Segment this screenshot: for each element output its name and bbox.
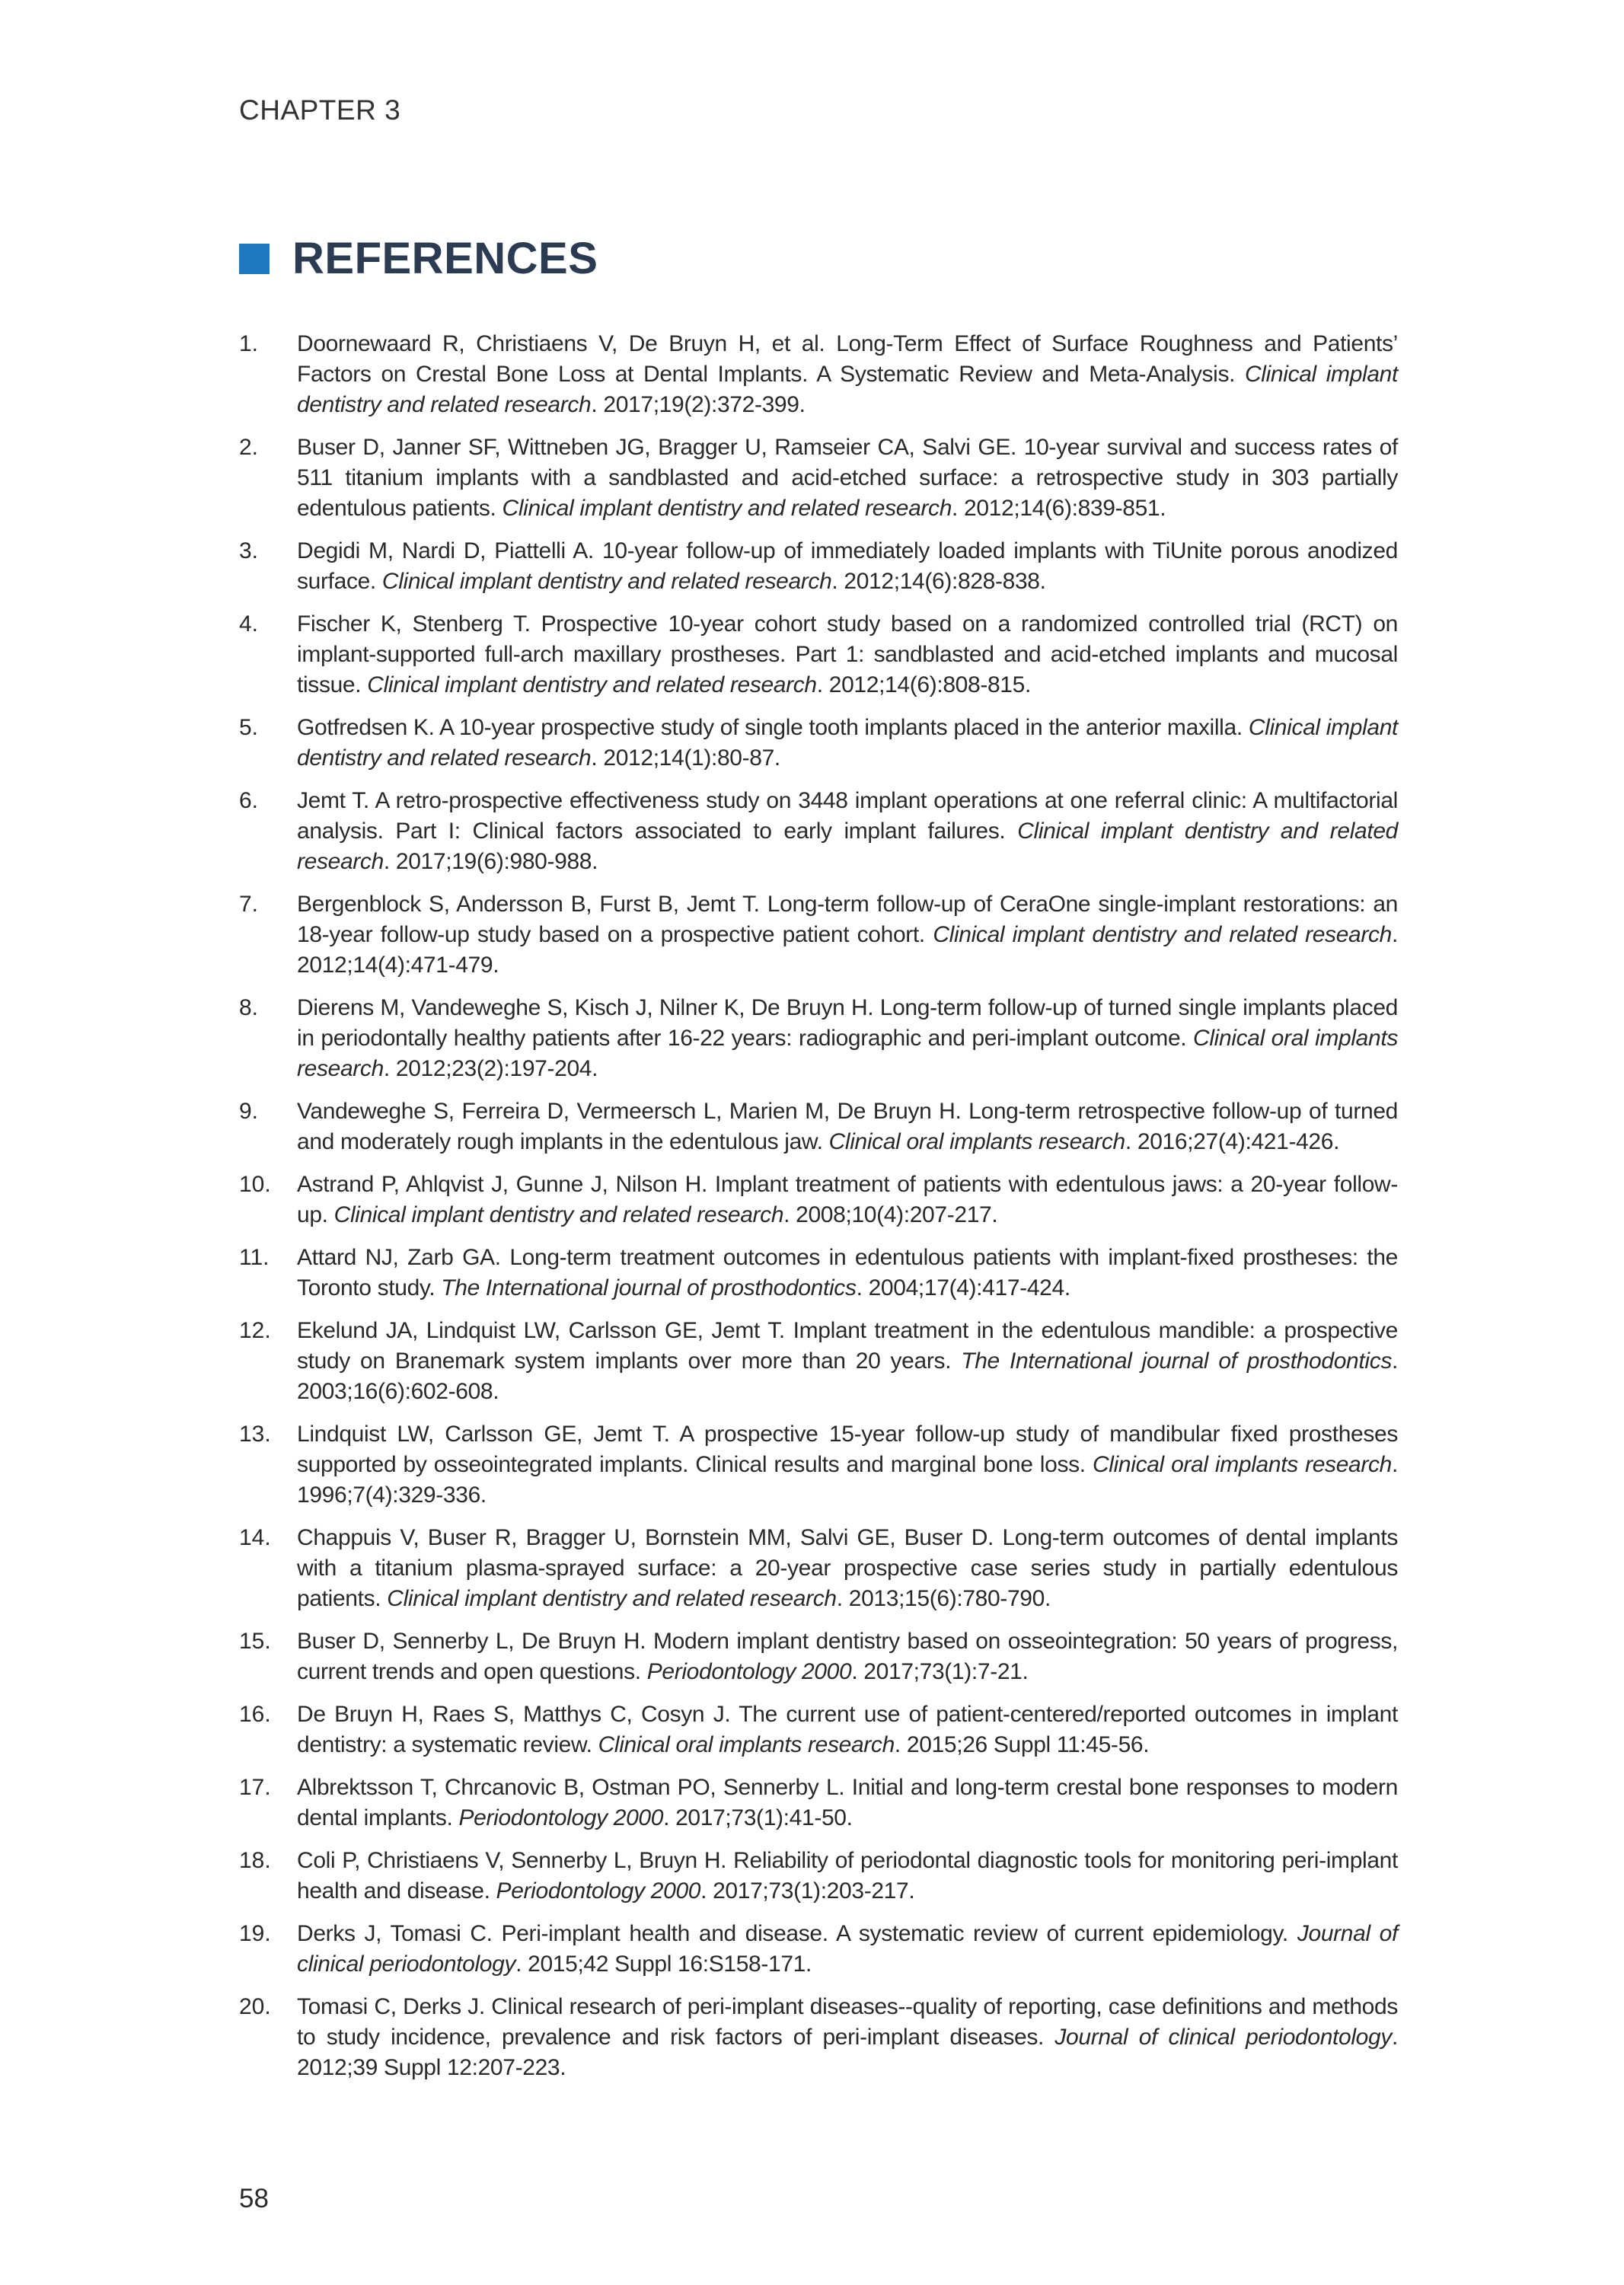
reference-journal: Clinical implant dentistry and related research [502, 496, 952, 521]
reference-authors-title: Vandeweghe S, Ferreira D, Vermeersch L, Marien M, De Bruyn H. Long-term retrospective follow-up of turned and moderately rough implants in the edentulous jaw. [297, 1099, 1398, 1154]
reference-journal: Clinical oral implants research [598, 1732, 895, 1757]
reference-authors-title: Albrektsson T, Chrcanovic B, Ostman PO, Sennerby L. Initial and long-term crestal bone responses to modern dental implants. [297, 1775, 1398, 1830]
reference-item [239, 1773, 1398, 1833]
reference-item [239, 1096, 1398, 1157]
section-title: REFERENCES [292, 234, 598, 283]
reference-citation: . 2017;73(1):7-21. [851, 1659, 1029, 1684]
reference-number: 10. [239, 1172, 271, 1197]
reference-citation: . 2012;14(1):80-87. [591, 745, 780, 771]
reference-number: 16. [239, 1702, 271, 1727]
reference-citation: . 2015;42 Suppl 16:S158-171. [515, 1952, 812, 1977]
reference-journal: Clinical implant dentistry and related research [387, 1586, 837, 1611]
reference-item [239, 1846, 1398, 1907]
heading-square-marker [239, 244, 270, 274]
reference-number: 13. [239, 1422, 271, 1447]
reference-journal: Clinical implant dentistry and related research [933, 922, 1392, 947]
chapter-label: CHAPTER 3 [239, 94, 401, 126]
reference-authors-title: Derks J, Tomasi C. Peri-implant health and disease. A systematic review of current epidemiology. [297, 1921, 1297, 1946]
reference-text [297, 713, 1398, 774]
reference-journal: Clinical implant dentistry and related research [381, 569, 832, 594]
reference-number: 19. [239, 1921, 271, 1946]
reference-item [239, 1992, 1398, 2083]
reference-citation: . 2003;16(6):602-608. [297, 1348, 1398, 1404]
reference-number: 18. [239, 1848, 271, 1873]
reference-citation: . 2017;19(6):980-988. [383, 849, 598, 874]
reference-journal: Periodontology 2000 [496, 1878, 701, 1904]
reference-text [297, 889, 1398, 981]
reference-text [297, 1773, 1398, 1833]
reference-citation: . 2012;14(6):828-838. [831, 569, 1046, 594]
reference-journal: Clinical implant dentistry and related research [297, 362, 1398, 417]
reference-authors-title: Buser D, Janner SF, Wittneben JG, Bragger U, Ramseier CA, Salvi GE. 10-year survival and success rates of 511 titanium implants with a sandblasted and acid-etched surface: a retrospective study in 303 partially edentulous patients. [297, 435, 1398, 521]
reference-authors-title: Ekelund JA, Lindquist LW, Carlsson GE, Jemt T. Implant treatment in the edentulous mandible: a prospective study on Branemark system implants over more than 20 years. [297, 1318, 1398, 1374]
reference-text [297, 432, 1398, 524]
reference-number: 15. [239, 1629, 271, 1654]
reference-item [239, 786, 1398, 877]
reference-text [297, 1699, 1398, 1760]
reference-number: 2. [239, 435, 259, 460]
reference-text [297, 786, 1398, 877]
reference-item [239, 1170, 1398, 1230]
reference-authors-title: Dierens M, Vandeweghe S, Kisch J, Nilner K, De Bruyn H. Long-term follow-up of turned single implants placed in periodontally healthy patients after 16-22 years: radiographic and peri-implant outcome. [297, 995, 1398, 1051]
reference-number: 7. [239, 892, 259, 917]
reference-text [297, 329, 1398, 420]
reference-number: 17. [239, 1775, 271, 1800]
reference-journal: Clinical oral implants research [1092, 1452, 1392, 1477]
reference-authors-title: Buser D, Sennerby L, De Bruyn H. Modern implant dentistry based on osseointegration: 50 years of progress, current trends and open questions. [297, 1629, 1398, 1684]
reference-number: 11. [239, 1245, 270, 1270]
reference-journal: Journal of clinical periodontology [1054, 2025, 1392, 2050]
reference-item [239, 1919, 1398, 1980]
reference-citation: . 2008;10(4):207-217. [783, 1202, 998, 1227]
reference-authors-title: Astrand P, Ahlqvist J, Gunne J, Nilson H. Implant treatment of patients with edentulous jaws: a 20-year follow-up. [297, 1172, 1398, 1227]
reference-authors-title: Gotfredsen K. A 10-year prospective study of single tooth implants placed in the anterior maxilla. [297, 715, 1249, 740]
reference-journal: Clinical implant dentistry and related research [297, 819, 1399, 874]
reference-text [297, 1523, 1398, 1614]
reference-authors-title: Bergenblock S, Andersson B, Furst B, Jemt T. Long-term follow-up of CeraOne single-implant restorations: an 18-year follow-up study based on a prospective patient cohort. [297, 892, 1398, 947]
reference-number: 8. [239, 995, 259, 1020]
reference-item [239, 1523, 1398, 1614]
reference-number: 12. [239, 1318, 271, 1343]
reference-number: 1. [239, 331, 259, 356]
reference-citation: . 2012;39 Suppl 12:207-223. [297, 2025, 1398, 2080]
reference-item [239, 1316, 1398, 1407]
reference-number: 14. [239, 1525, 271, 1550]
reference-authors-title: Jemt T. A retro-prospective effectiveness study on 3448 implant operations at one referral clinic: A multifactorial analysis. Part I: Clinical factors associated to early implant failures. [297, 788, 1398, 844]
reference-text [297, 1919, 1398, 1980]
reference-item [239, 1626, 1398, 1687]
reference-journal: The International journal of prosthodontics [441, 1275, 857, 1300]
reference-authors-title: Chappuis V, Buser R, Bragger U, Bornstein MM, Salvi GE, Buser D. Long-term outcomes of dental implants with a titanium plasma-sprayed surface: a 20-year prospective case series study in partially edentulous patients. [297, 1525, 1398, 1611]
reference-text [297, 1419, 1398, 1511]
reference-authors-title: Tomasi C, Derks J. Clinical research of peri-implant diseases--quality of reporting, case definitions and methods to study incidence, prevalence and risk factors of peri-implant diseases. [297, 1994, 1398, 2050]
reference-authors-title: Degidi M, Nardi D, Piattelli A. 10-year follow-up of immediately loaded implants with TiUnite porous anodized surface. [297, 538, 1398, 594]
page-number: 58 [239, 2184, 269, 2213]
reference-text [297, 1316, 1398, 1407]
reference-journal: Periodontology 2000 [646, 1659, 852, 1684]
reference-citation: . 2013;15(6):780-790. [836, 1586, 1051, 1611]
reference-text [297, 1243, 1398, 1304]
reference-number: 6. [239, 788, 259, 813]
reference-text [297, 609, 1398, 700]
reference-number: 20. [239, 1994, 271, 2019]
reference-citation: . 2012;14(6):808-815. [816, 672, 1031, 697]
reference-item [239, 1699, 1398, 1760]
reference-citation: . 2012;14(6):839-851. [952, 496, 1166, 521]
reference-text [297, 536, 1398, 597]
reference-text [297, 1992, 1398, 2083]
reference-item [239, 536, 1398, 597]
reference-authors-title: Lindquist LW, Carlsson GE, Jemt T. A prospective 15-year follow-up study of mandibular fixed prostheses supported by osseointegrated implants. Clinical results and marginal bone loss. [297, 1422, 1398, 1477]
reference-journal: Clinical implant dentistry and related research [367, 672, 817, 697]
reference-citation: . 1996;7(4):329-336. [297, 1452, 1398, 1508]
reference-authors-title: Attard NJ, Zarb GA. Long-term treatment outcomes in edentulous patients with implant-fixed prostheses: the Toronto study. [297, 1245, 1398, 1300]
reference-citation: . 2015;26 Suppl 11:45-56. [894, 1732, 1150, 1757]
reference-journal: Clinical implant dentistry and related research [297, 715, 1399, 771]
reference-journal: The International journal of prosthodontics [961, 1348, 1392, 1374]
reference-number: 9. [239, 1099, 259, 1124]
reference-citation: . 2004;17(4):417-424. [856, 1275, 1070, 1300]
reference-number: 3. [239, 538, 259, 563]
reference-item [239, 993, 1398, 1084]
reference-text [297, 1096, 1398, 1157]
reference-text [297, 1626, 1398, 1687]
reference-number: 5. [239, 715, 259, 740]
reference-item [239, 1419, 1398, 1511]
reference-citation: . 2017;19(2):372-399. [591, 392, 806, 417]
reference-citation: . 2016;27(4):421-426. [1125, 1129, 1340, 1154]
reference-number: 4. [239, 611, 259, 637]
references-heading [239, 233, 598, 284]
reference-text [297, 993, 1398, 1084]
reference-journal: Periodontology 2000 [458, 1805, 664, 1830]
reference-item [239, 432, 1398, 524]
reference-list [239, 329, 1398, 2095]
reference-journal: Clinical implant dentistry and related research [333, 1202, 784, 1227]
reference-item [239, 889, 1398, 981]
reference-authors-title: Fischer K, Stenberg T. Prospective 10-year cohort study based on a randomized controlled trial (RCT) on implant-supported full-arch maxillary prostheses. Part 1: sandblasted and acid-etched implants and mucosal tissue. [297, 611, 1398, 697]
reference-authors-title: De Bruyn H, Raes S, Matthys C, Cosyn J. The current use of patient-centered/reported outcomes in implant dentistry: a systematic review. [297, 1702, 1398, 1757]
reference-text [297, 1170, 1398, 1230]
reference-journal: Clinical oral implants research [828, 1129, 1125, 1154]
reference-authors-title: Doornewaard R, Christiaens V, De Bruyn H, et al. Long-Term Effect of Surface Roughness and Patients’ Factors on Crestal Bone Loss at Dental Implants. A Systematic Review and Meta-Analysis. [297, 331, 1398, 387]
reference-citation: . 2012;23(2):197-204. [383, 1056, 598, 1081]
reference-item [239, 609, 1398, 700]
reference-journal: Journal of clinical periodontology [297, 1921, 1399, 1977]
reference-item [239, 713, 1398, 774]
reference-citation: . 2017;73(1):203-217. [700, 1878, 915, 1904]
reference-item [239, 329, 1398, 420]
reference-text [297, 1846, 1398, 1907]
reference-citation: . 2012;14(4):471-479. [297, 922, 1398, 978]
reference-citation: . 2017;73(1):41-50. [663, 1805, 853, 1830]
reference-item [239, 1243, 1398, 1304]
reference-authors-title: Coli P, Christiaens V, Sennerby L, Bruyn H. Reliability of periodontal diagnostic tools for monitoring peri-implant health and disease. [297, 1848, 1398, 1904]
reference-journal: Clinical oral implants research [297, 1026, 1398, 1081]
